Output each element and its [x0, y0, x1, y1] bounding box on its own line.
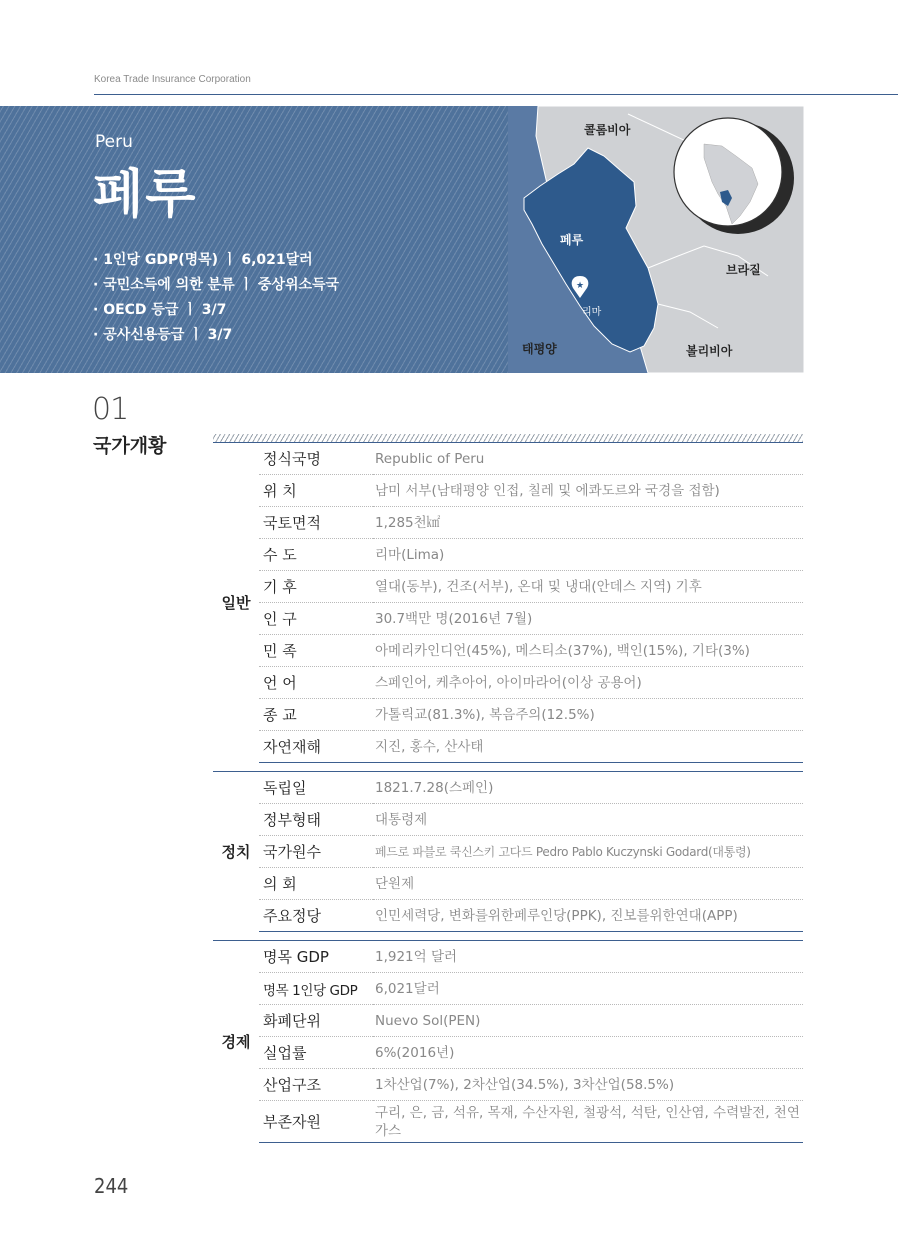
header-org: Korea Trade Insurance Corporation [94, 74, 251, 85]
row-value: 대통령제 [373, 804, 803, 836]
country-name-kr: 페루 [93, 165, 198, 225]
row-label: 정부형태 [259, 804, 373, 836]
row-label: 국토면적 [259, 507, 373, 539]
category-general: 일반 [213, 443, 259, 763]
category-politics: 정치 [213, 772, 259, 932]
row-label: 종 교 [259, 699, 373, 731]
row-value: 남미 서부(남태평양 인접, 칠레 및 에콰도르와 국경을 접함) [373, 475, 803, 507]
peru-map [508, 106, 804, 373]
row-label: 실업률 [259, 1037, 373, 1069]
row-value: 리마(Lima) [373, 539, 803, 571]
row-label: 부존자원 [259, 1101, 373, 1143]
table-row [213, 1005, 803, 1037]
map-label-colombia: 콜롬비아 [584, 123, 631, 137]
table-row [213, 804, 803, 836]
row-label: 주요정당 [259, 900, 373, 932]
row-value: 6,021달러 [373, 973, 803, 1005]
table-row [213, 1037, 803, 1069]
table-hatch-bar [213, 434, 803, 442]
row-value: 아메리카인디언(45%), 메스티소(37%), 백인(15%), 기타(3%) [373, 635, 803, 667]
row-label: 독립일 [259, 772, 373, 804]
table-row [213, 603, 803, 635]
row-value: 구리, 은, 금, 석유, 목재, 수산자원, 철광석, 석탄, 인산염, 수력발전, 천연가스 [373, 1101, 803, 1143]
row-value: 페드로 파블로 쿡신스키 고다드 Pedro Pablo Kuczynski Godard(대통령) [373, 836, 803, 868]
header-rule [94, 94, 898, 95]
table-row [213, 475, 803, 507]
row-label: 국가원수 [259, 836, 373, 868]
table-row [213, 443, 803, 475]
table-row [213, 900, 803, 932]
stat-income-class: · 국민소득에 의한 분류 ㅣ 중상위소득국 [93, 277, 340, 293]
row-label: 위 치 [259, 475, 373, 507]
page-number: 244 [94, 1174, 129, 1198]
table-row [213, 571, 803, 603]
table-row [213, 667, 803, 699]
row-value: 열대(동부), 건조(서부), 온대 및 냉대(안데스 지역) 기후 [373, 571, 803, 603]
table-row [213, 635, 803, 667]
row-label: 산업구조 [259, 1069, 373, 1101]
row-label: 수 도 [259, 539, 373, 571]
row-value: 1,921억 달러 [373, 941, 803, 973]
stat-gdp-per-capita: · 1인당 GDP(명목) ㅣ 6,021달러 [93, 252, 313, 268]
table-row [213, 836, 803, 868]
row-label: 기 후 [259, 571, 373, 603]
table-row [213, 731, 803, 763]
stat-credit-grade: · 공사신용등급 ㅣ 3/7 [93, 327, 233, 343]
row-label: 명목 1인당 GDP [259, 973, 373, 1005]
row-label: 화폐단위 [259, 1005, 373, 1037]
table-row [213, 772, 803, 804]
row-value: 가톨릭교(81.3%), 복음주의(12.5%) [373, 699, 803, 731]
map-label-pacific: 태평양 [522, 342, 557, 356]
table-row [213, 973, 803, 1005]
country-name-en: Peru [95, 132, 133, 152]
row-value: 30.7백만 명(2016년 7월) [373, 603, 803, 635]
map-label-lima: 리마 [582, 307, 602, 318]
row-value: 1821.7.28(스페인) [373, 772, 803, 804]
category-economy: 경제 [213, 941, 259, 1143]
map-label-brazil: 브라질 [726, 263, 761, 277]
row-value: 1차산업(7%), 2차산업(34.5%), 3차산업(58.5%) [373, 1069, 803, 1101]
row-label: 정식국명 [259, 443, 373, 475]
stat-oecd-grade: · OECD 등급 ㅣ 3/7 [93, 302, 227, 318]
row-label: 의 회 [259, 868, 373, 900]
map-label-bolivia: 볼리비아 [686, 344, 733, 358]
group-gap [213, 932, 803, 941]
country-info-table [213, 442, 803, 1143]
svg-text:★: ★ [575, 281, 585, 291]
table-row [213, 699, 803, 731]
country-stats [93, 248, 339, 348]
table-row [213, 1069, 803, 1101]
row-value: 단원제 [373, 868, 803, 900]
row-label: 인 구 [259, 603, 373, 635]
group-gap [213, 763, 803, 772]
section-number: 01 [92, 392, 129, 427]
row-value: 6%(2016년) [373, 1037, 803, 1069]
table-row [213, 1101, 803, 1143]
row-value: 인민세력당, 변화를위한페루인당(PPK), 진보를위한연대(APP) [373, 900, 803, 932]
row-label: 명목 GDP [259, 941, 373, 973]
row-value: 1,285천㎢ [373, 507, 803, 539]
row-label: 언 어 [259, 667, 373, 699]
row-label: 민 족 [259, 635, 373, 667]
table-row [213, 539, 803, 571]
row-value: 스페인어, 케추아어, 아이마라어(이상 공용어) [373, 667, 803, 699]
row-value: Republic of Peru [373, 443, 803, 475]
table-row [213, 507, 803, 539]
section-title: 국가개황 [93, 435, 167, 457]
row-value: 지진, 홍수, 산사태 [373, 731, 803, 763]
row-label: 자연재해 [259, 731, 373, 763]
map-label-peru: 페루 [560, 233, 584, 247]
row-value: Nuevo Sol(PEN) [373, 1005, 803, 1037]
table-row [213, 868, 803, 900]
table-row [213, 941, 803, 973]
